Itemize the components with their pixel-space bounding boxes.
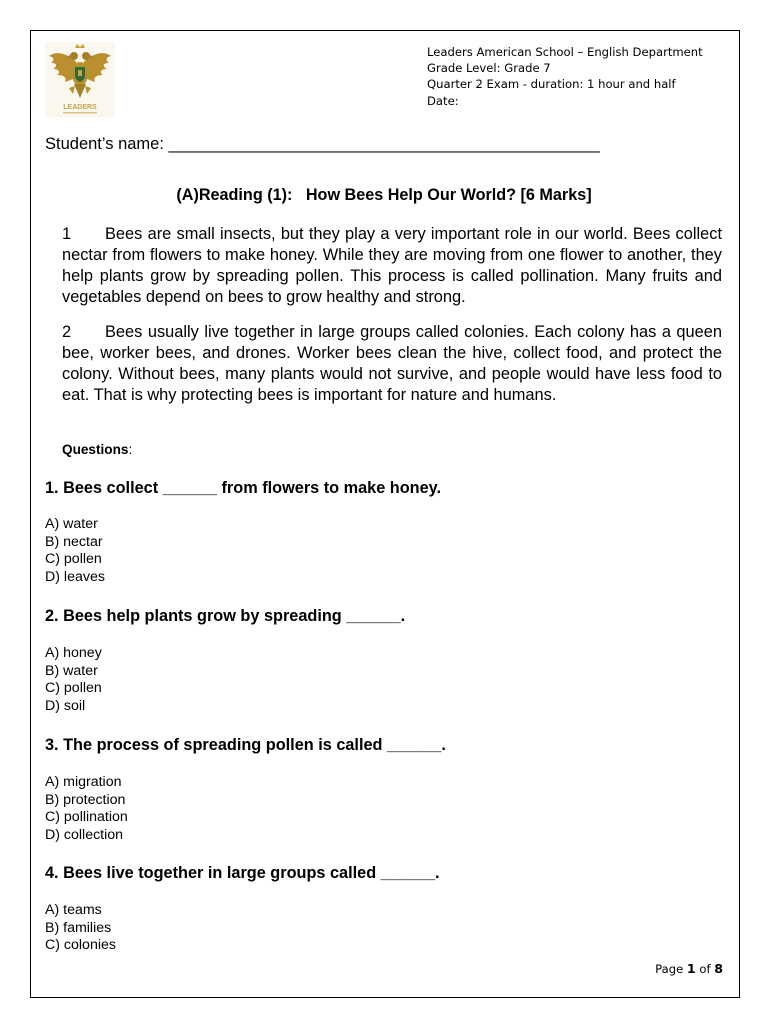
page-border (30, 30, 740, 998)
answer-option: D) collection (45, 826, 124, 843)
paragraph-text: Bees are small insects, but they play a very important role in our world. Bees collect nectar from flowers to make honey. While they are moving from one flower to another, they help plants grow by spreading pollen. This process is called pollination. Many fruits and vegetables depend on bees to grow healthy and strong. (62, 225, 722, 306)
answer-option: C) colonies (45, 937, 116, 954)
page-number (655, 961, 723, 976)
answer-option: A) water (45, 516, 98, 532)
double-eagle-crest-icon (45, 42, 115, 117)
questions-colon: : (128, 442, 133, 457)
paragraph-number: 2 (62, 323, 72, 341)
answer-option: C) pollen (45, 551, 102, 568)
answer-option: B) protection (45, 791, 126, 808)
student-name-label: Student’s name: (45, 135, 169, 153)
answer-options (45, 902, 116, 955)
answer-option: A) teams (45, 902, 102, 918)
answer-option: D) soil (45, 697, 86, 714)
page-word: Page (655, 962, 687, 976)
questions-heading (62, 442, 132, 457)
answer-option: D) leaves (45, 568, 105, 585)
answer-option: A) migration (45, 774, 122, 790)
answer-options (45, 516, 105, 586)
question-prompt: 2. Bees help plants grow by spreading ______. (45, 607, 406, 625)
student-name-line (45, 135, 600, 154)
page-current: 1 (686, 961, 696, 976)
question-prompt: 4. Bees live together in large groups called ______. (45, 864, 440, 882)
school-crest-logo (45, 42, 115, 117)
answer-option: B) water (45, 662, 98, 679)
grade-level: Grade Level: Grade 7 (427, 61, 551, 76)
page-of: of (695, 962, 715, 976)
answer-options (45, 774, 128, 844)
reading-paragraph (62, 224, 722, 308)
exam-date: Date: (427, 93, 459, 108)
question-prompt: 1. Bees collect ______ from flowers to make honey. (45, 479, 442, 497)
student-name-blank: _______________________________________________ (168, 135, 600, 153)
answer-option: A) honey (45, 645, 102, 661)
paragraph-number: 1 (62, 225, 72, 243)
question-prompt: 3. The process of spreading pollen is called ______. (45, 736, 446, 754)
page-total: 8 (714, 961, 723, 976)
paragraph-text: Bees usually live together in large groups called colonies. Each colony has a queen bee, worker bees, and drones. Worker bees clean the hive, collect food, and protect the colony. Without bees, many plants would not survive, and people would have less food to eat. That is why protecting bees is important for nature and humans. (62, 323, 722, 404)
exam-header-info (427, 44, 727, 109)
answer-option: C) pollen (45, 680, 102, 697)
answer-option: B) nectar (45, 533, 103, 550)
questions-label: Questions (62, 442, 129, 457)
reading-paragraph (62, 322, 722, 406)
section-title: (A)Reading (1): How Bees Help Our World? [6 Marks] (176, 186, 592, 204)
svg-text:LEADERS: LEADERS (63, 104, 97, 111)
answer-option: C) pollination (45, 809, 128, 826)
answer-options (45, 645, 102, 715)
answer-option: B) families (45, 919, 112, 936)
exam-duration: Quarter 2 Exam - duration: 1 hour and half (427, 77, 676, 92)
school-name: Leaders American School – English Department (427, 45, 703, 59)
